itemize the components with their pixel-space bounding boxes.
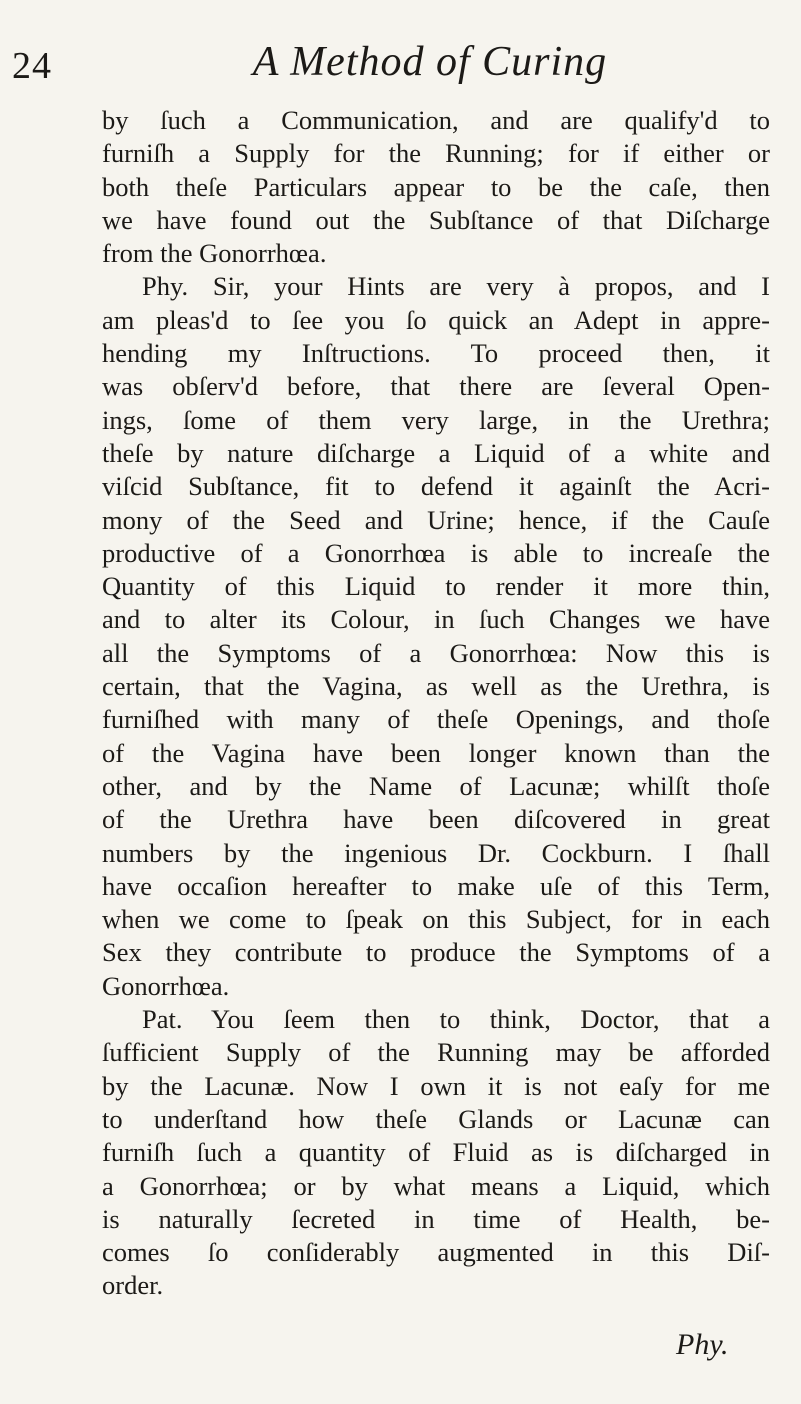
text-line: furniſh ſuch a quantity of Fluid as is diſcharged in bbox=[102, 1137, 770, 1168]
text-line: ſufficient Supply of the Running may be afforded bbox=[102, 1037, 770, 1068]
text-line: and to alter its Colour, in ſuch Changes we have bbox=[102, 604, 770, 635]
text-line: am pleas'd to ſee you ſo quick an Adept in appre- bbox=[102, 304, 770, 335]
body-text bbox=[102, 104, 770, 1303]
text-line: Pat. You ſeem then to think, Doctor, that a bbox=[142, 1004, 770, 1035]
text-line: furniſhed with many of theſe Openings, and thoſe bbox=[102, 704, 770, 735]
text-line: theſe by nature diſcharge a Liquid of a white and bbox=[102, 437, 770, 468]
text-line: to underſtand how theſe Glands or Lacunæ can bbox=[102, 1103, 770, 1134]
text-line: was obſerv'd before, that there are ſeveral Open- bbox=[102, 371, 770, 402]
text-line: viſcid Subſtance, fit to defend it againſt the Acri- bbox=[102, 471, 770, 502]
text-line: from the Gonorrhœa. bbox=[102, 238, 327, 269]
text-line: Phy. Sir, your Hints are very à propos, and I bbox=[142, 271, 770, 302]
text-line: furniſh a Supply for the Running; for if either or bbox=[102, 138, 770, 169]
text-line: by the Lacunæ. Now I own it is not eaſy for me bbox=[102, 1070, 770, 1101]
text-line: Sex they contribute to produce the Symptoms of a bbox=[102, 937, 770, 968]
text-line: Gonorrhœa. bbox=[102, 970, 230, 1001]
text-line: order. bbox=[102, 1270, 164, 1301]
text-line: other, and by the Name of Lacunæ; whilſt thoſe bbox=[102, 770, 770, 801]
text-line: certain, that the Vagina, as well as the Urethra, is bbox=[102, 671, 770, 702]
text-line: productive of a Gonorrhœa is able to increaſe the bbox=[102, 537, 770, 568]
text-line: all the Symptoms of a Gonorrhœa: Now this is bbox=[102, 637, 770, 668]
page-number: 24 bbox=[12, 45, 52, 87]
text-line: have occaſion hereafter to make uſe of this Term, bbox=[102, 870, 770, 901]
page-header bbox=[0, 38, 801, 98]
page-footer bbox=[0, 1328, 801, 1378]
text-line: mony of the Seed and Urine; hence, if the Cauſe bbox=[102, 504, 770, 535]
text-line: when we come to ſpeak on this Subject, for in each bbox=[102, 904, 770, 935]
text-line: Quantity of this Liquid to render it more thin, bbox=[102, 571, 770, 602]
text-line: of the Urethra have been diſcovered in great bbox=[102, 804, 770, 835]
text-line: numbers by the ingenious Dr. Cockburn. I ſhall bbox=[102, 837, 770, 868]
text-line: by ſuch a Communication, and are qualify'd to bbox=[102, 105, 770, 135]
catchword: Phy. bbox=[676, 1328, 729, 1361]
running-title: A Method of Curing bbox=[252, 39, 608, 85]
text-line: we have found out the Subſtance of that Diſcharge bbox=[102, 204, 770, 235]
text-line: hending my Inſtructions. To proceed then, it bbox=[102, 338, 770, 369]
text-line: a Gonorrhœa; or by what means a Liquid, which bbox=[102, 1170, 770, 1201]
text-line: is naturally ſecreted in time of Health, be- bbox=[102, 1203, 770, 1234]
text-line: comes ſo conſiderably augmented in this Diſ- bbox=[102, 1237, 770, 1268]
text-line: ings, ſome of them very large, in the Urethra; bbox=[102, 404, 770, 435]
text-line: both theſe Particulars appear to be the caſe, then bbox=[102, 171, 770, 202]
text-line: of the Vagina have been longer known than the bbox=[102, 737, 770, 768]
